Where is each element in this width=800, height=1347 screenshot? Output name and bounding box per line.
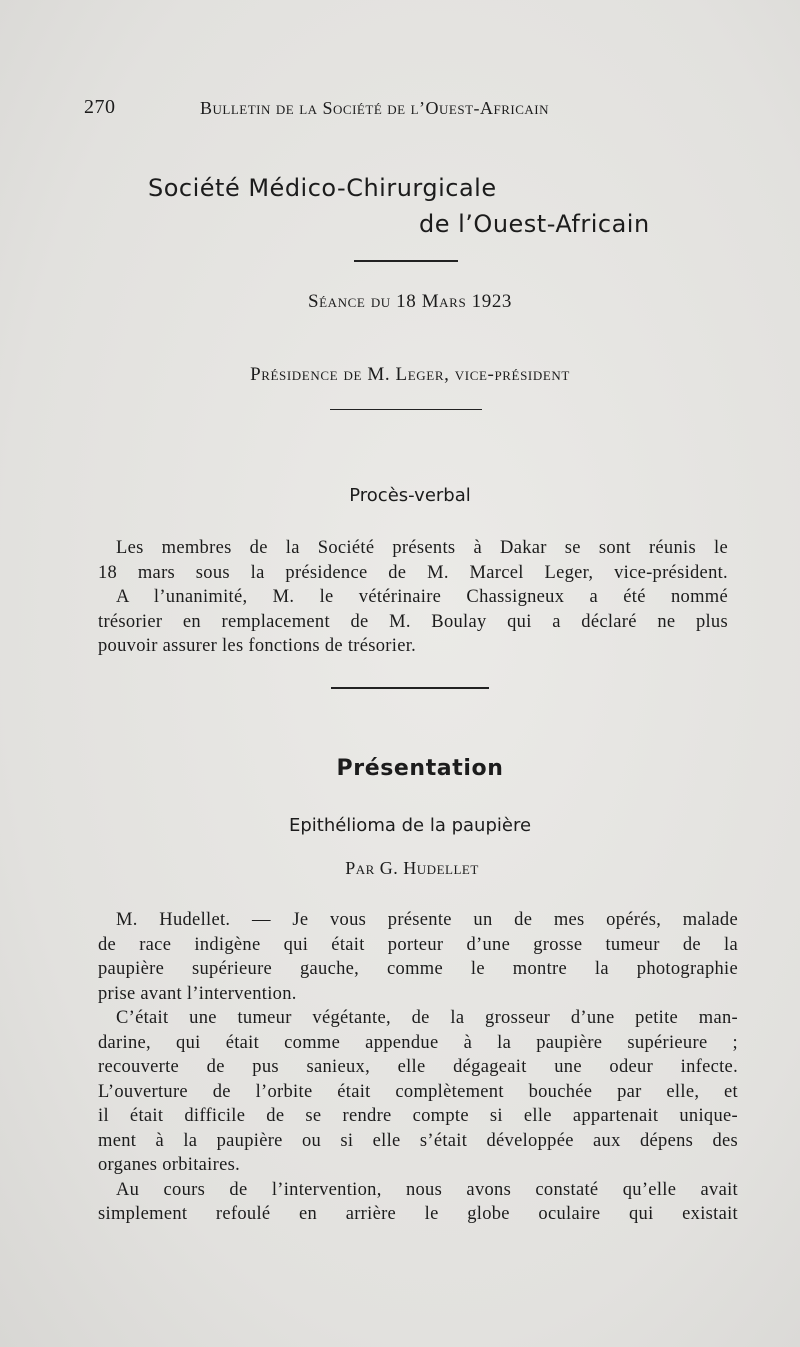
text-line: de race indigène qui était porteur d’une grosse tumeur de la: [98, 934, 738, 955]
text-line: Les membres de la Société présents à Dakar se sont réunis le: [116, 538, 728, 558]
text-line: ment à la paupière ou si elle s’était développée aux dépens des: [98, 1130, 738, 1151]
divider: [354, 260, 458, 262]
presentation-heading: Présentation: [336, 756, 504, 781]
article-title: Epithélioma de la paupière: [288, 815, 532, 836]
society-title-line1: Société Médico-Chirurgicale: [148, 174, 497, 202]
text-line: 18 mars sous la présidence de M. Marcel Leger, vice-président.: [98, 562, 728, 583]
proces-verbal-heading: Procès-verbal: [349, 485, 471, 506]
journal-title: Bulletin de la Société de l’Ouest-Africain: [200, 98, 550, 118]
text-line: prise avant l’intervention.: [98, 983, 297, 1004]
text-line: simplement refoulé en arrière le globe oculaire qui existait: [98, 1204, 738, 1224]
text-line: C’était une tumeur végétante, de la grosseur d’une petite man-: [116, 1008, 738, 1028]
society-title-line2: de l’Ouest-Africain: [419, 210, 650, 238]
text-line: recouverte de pus sanieux, elle dégageait une odeur infecte.: [98, 1057, 738, 1077]
text-line: L’ouverture de l’orbite était complètement bouchée par elle, et: [98, 1081, 738, 1102]
page-number: 270: [84, 96, 116, 118]
text-line: organes orbitaires.: [98, 1155, 241, 1175]
divider: [330, 409, 482, 410]
divider: [331, 687, 489, 689]
text-line: paupière supérieure gauche, comme le montre la photographie: [98, 959, 738, 979]
article-author: Par G. Hudellet: [345, 858, 479, 878]
presentation-text: [98, 908, 738, 1227]
text-line: M. Hudellet. — Je vous présente un de mes opérés, malade: [116, 910, 738, 930]
proces-verbal-text: [98, 536, 728, 659]
seance-date: Séance du 18 Mars 1923: [307, 291, 513, 312]
text-line: Au cours de l’intervention, nous avons constaté qu’elle avait: [116, 1179, 738, 1200]
text-line: trésorier en remplacement de M. Boulay qui a déclaré ne plus: [98, 611, 728, 632]
text-line: darine, qui était comme appendue à la paupière supérieure ;: [98, 1032, 738, 1053]
presidence: Présidence de M. Leger, vice-président: [250, 364, 570, 385]
text-line: pouvoir assurer les fonctions de trésorier.: [98, 636, 417, 656]
text-line: A l’unanimité, M. le vétérinaire Chassigneux a été nommé: [116, 587, 728, 607]
text-line: il était difficile de se rendre compte si elle appartenait unique-: [98, 1106, 738, 1126]
